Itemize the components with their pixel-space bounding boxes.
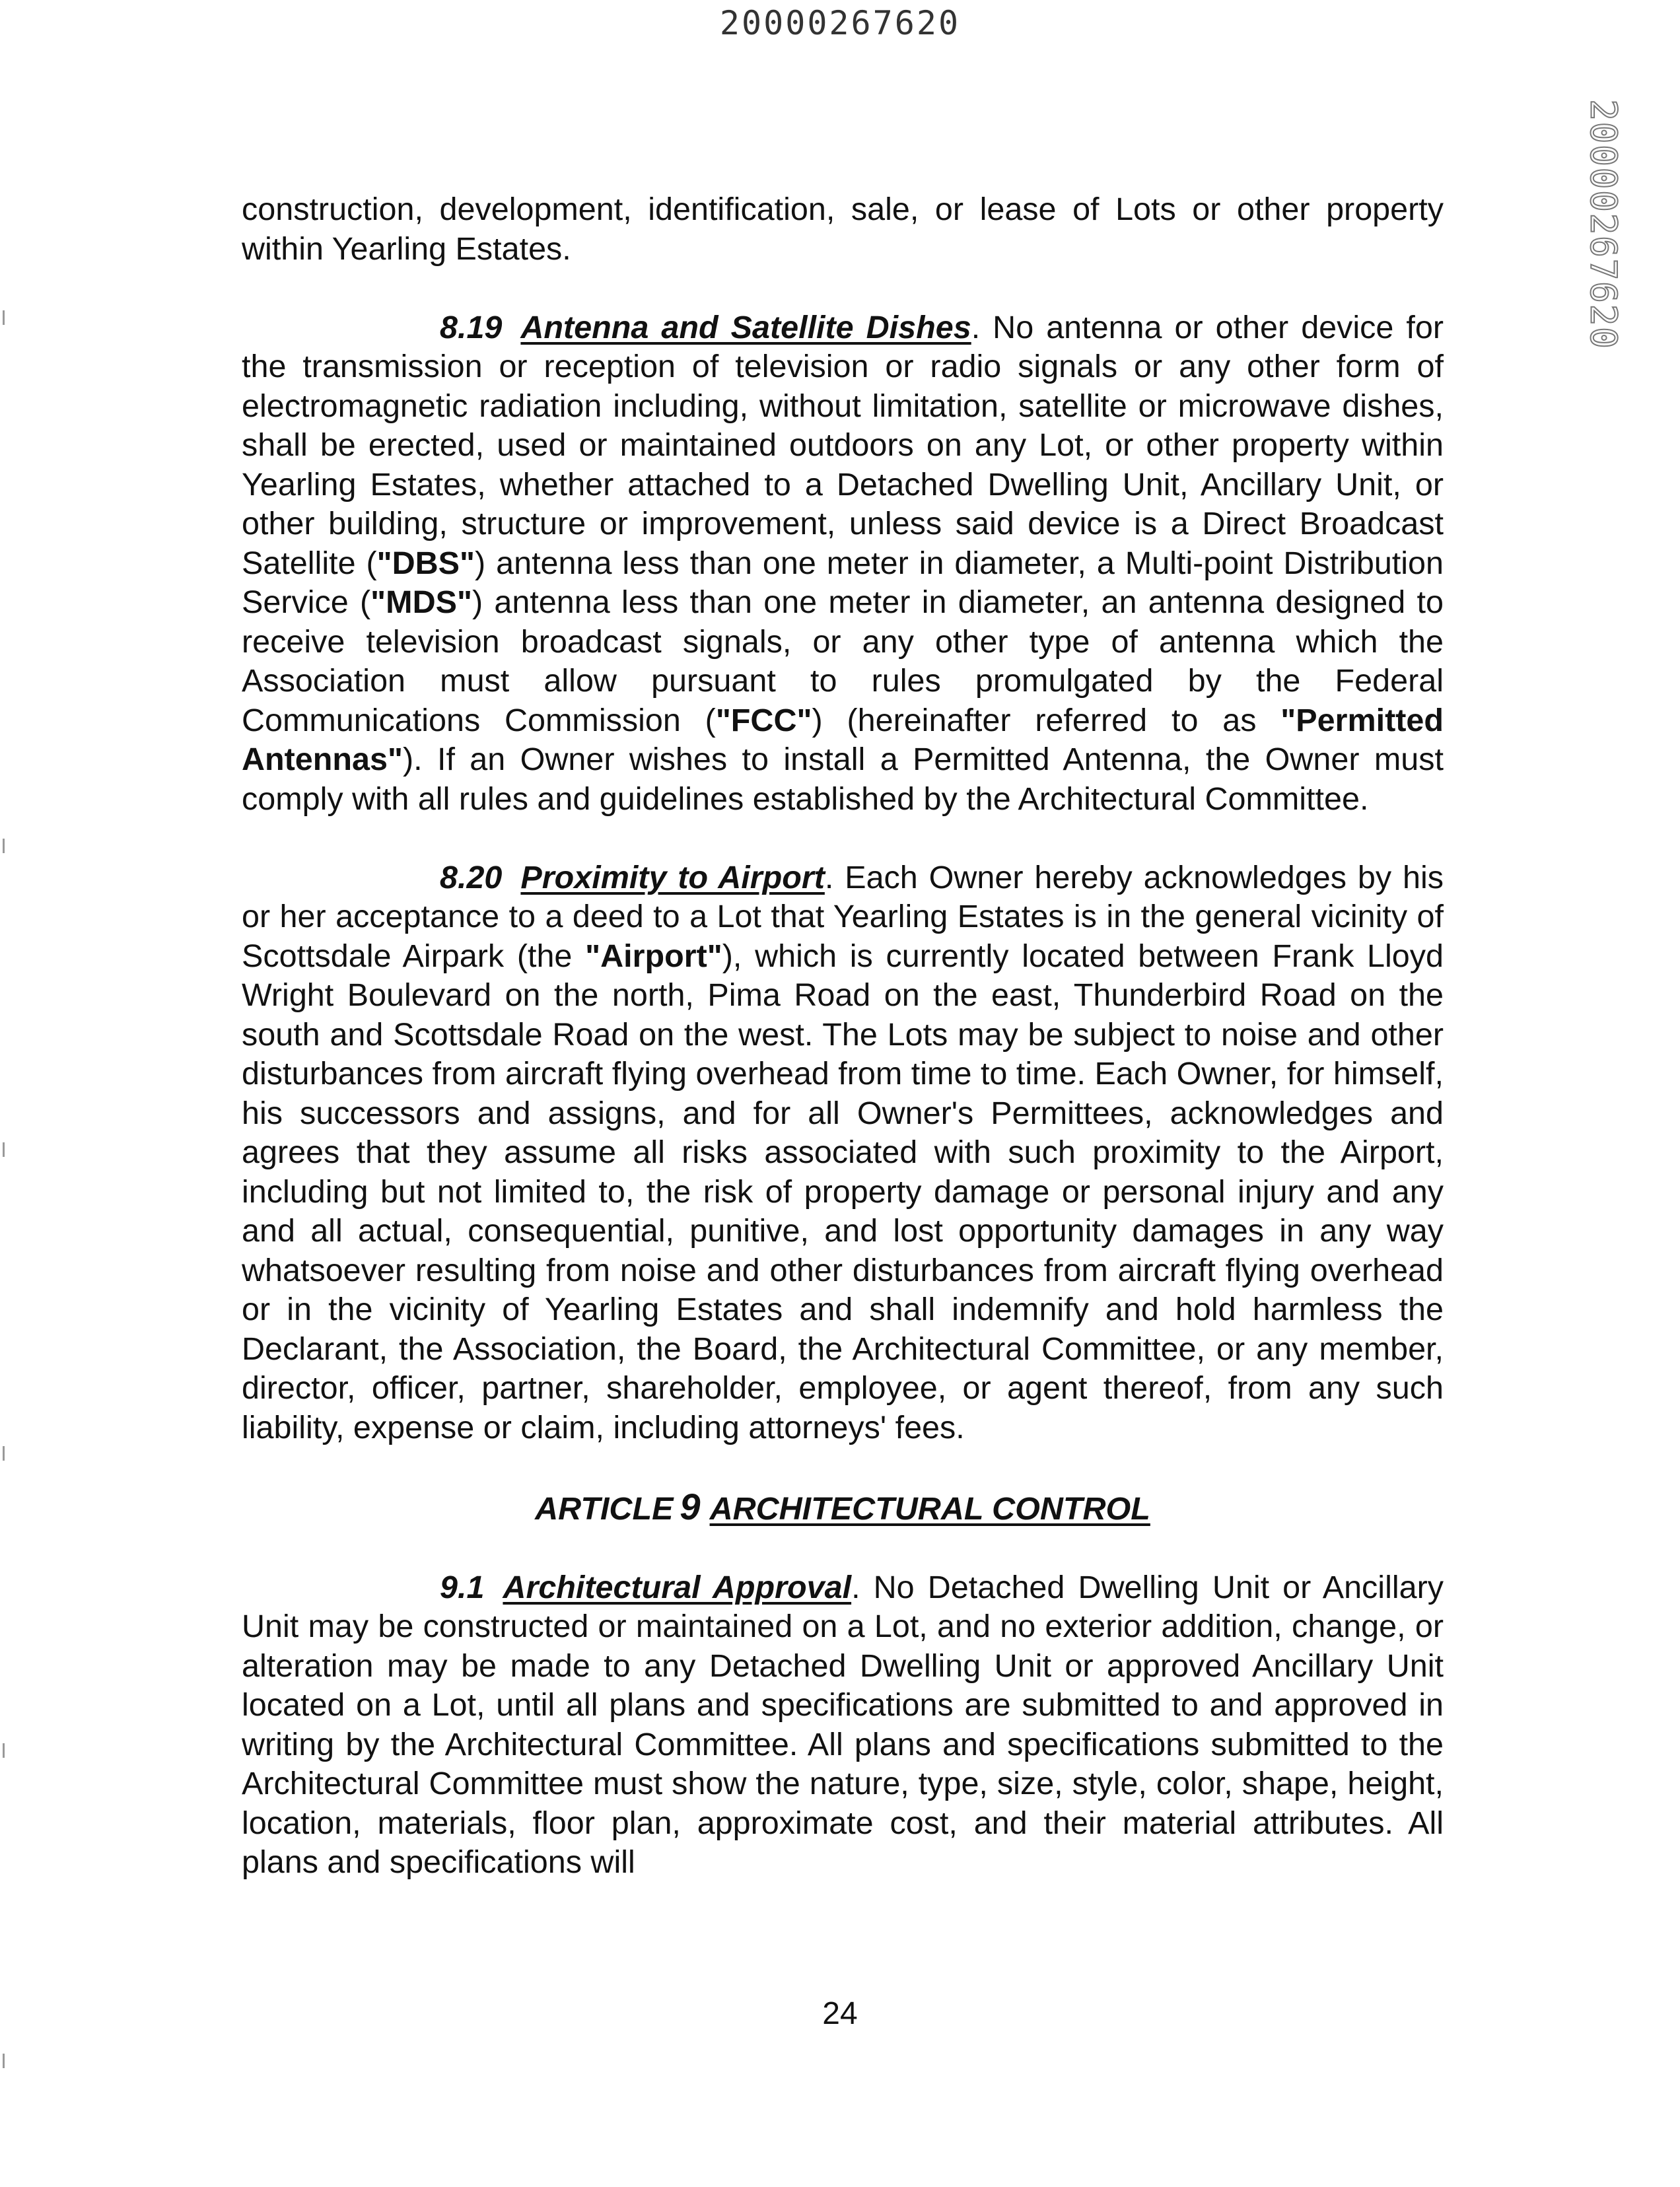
article-heading — [242, 1487, 1444, 1529]
defined-term: "DBS" — [376, 545, 475, 581]
section-text: ) antenna less than one meter in diameter, a Multi-point Distribution Service ( — [242, 545, 1444, 620]
paragraph-continuation: construction, development, identification, sale, or lease of Lots or other property within Yearling Estates. — [242, 191, 1444, 267]
article-label: ARTICLE — [535, 1490, 674, 1527]
article-number: 9 — [680, 1485, 701, 1527]
section-text: ), which is currently located between Frank Lloyd Wright Boulevard on the north, Pima Road on the east, Thunderbird Road on the south and Scottsdale Road on the west. The Lots may be subject to noise and other disturbances from aircraft flying overhead from time to time. Each Owner, for himself, his successors and assigns, and for all Owner's Permittees, acknowledges and agrees that they assume all risks associated with such proximity to the Airport, including but not limited to, the risk of property damage or personal injury and any and all actual, consequential, punitive, and lost opportunity damages in any way whatsoever resulting from noise and other disturbances from aircraft flying overhead or in the vicinity of Yearling Estates and shall indemnify and hold harmless the Declarant, the Association, the Board, the Architectural Committee, or any member, director, officer, partner, shareholder, employee, or agent thereof, from any such liability, expense or claim, including attorneys' fees. — [242, 938, 1444, 1445]
section-8-20 — [242, 858, 1444, 1448]
section-title: Proximity to Airport — [520, 859, 825, 895]
section-text: ). If an Owner wishes to install a Permitted Antenna, the Owner must comply with all rules and guidelines established by the Architectural Committee. — [242, 742, 1444, 817]
page-number: 24 — [822, 1996, 858, 2031]
section-number: 8.19 — [440, 309, 503, 345]
page-body — [242, 190, 1444, 1883]
section-text: . No antenna or other device for the transmission or reception of television or radio signals or any other form of electromagnetic radiation including, without limitation, satellite or microwave dishes, shall be erected, used or maintained outdoors on any Lot, or other property within Yearling Estates, whether attached to a Detached Dwelling Unit, Ancillary Unit, or other building, structure or improvement, unless said device is a Direct Broadcast Satellite ( — [242, 309, 1444, 581]
section-title: Antenna and Satellite Dishes — [520, 309, 971, 345]
section-9-1 — [242, 1568, 1444, 1883]
document-number: 20000267620 — [719, 4, 961, 42]
scan-margin-marks — [0, 0, 9, 2187]
section-text: . No Detached Dwelling Unit or Ancillary Unit may be constructed or maintained on a Lot, and no exterior addition, change, or alteration may be made to any Detached Dwelling Unit or approved Ancillary Unit located on a Lot, until all plans and specifications are submitted to and approved in writing by the Architectural Committee. All plans and specifications submitted to the Architectural Committee must show the nature, type, size, style, color, shape, height, location, materials, floor plan, approximate cost, and their material attributes. All plans and specifications will — [242, 1569, 1444, 1880]
defined-term: "Permitted Antennas" — [242, 702, 1444, 777]
side-stamp-text: 20000267620 — [1582, 99, 1625, 350]
section-number: 8.20 — [440, 859, 503, 895]
section-8-19 — [242, 308, 1444, 819]
section-text: . Each Owner hereby acknowledges by his or her acceptance to a deed to a Lot that Yearling Estates is in the general vicinity of Scottsdale Airpark (the — [242, 859, 1444, 974]
section-text: ) antenna less than one meter in diameter, an antenna designed to receive television broadcast signals, or any other type of antenna which the Association must allow pursuant to rules promulgated by the Federal Communications Commission ( — [242, 584, 1444, 738]
defined-term: "Airport" — [585, 938, 722, 974]
section-text: ) (hereinafter referred to as — [812, 702, 1281, 738]
section-title: Architectural Approval — [503, 1569, 852, 1605]
section-number: 9.1 — [440, 1569, 485, 1605]
article-title: ARCHITECTURAL CONTROL — [709, 1490, 1150, 1527]
defined-term: "MDS" — [370, 584, 472, 620]
side-stamp — [1577, 99, 1630, 350]
defined-term: "FCC" — [715, 702, 812, 738]
